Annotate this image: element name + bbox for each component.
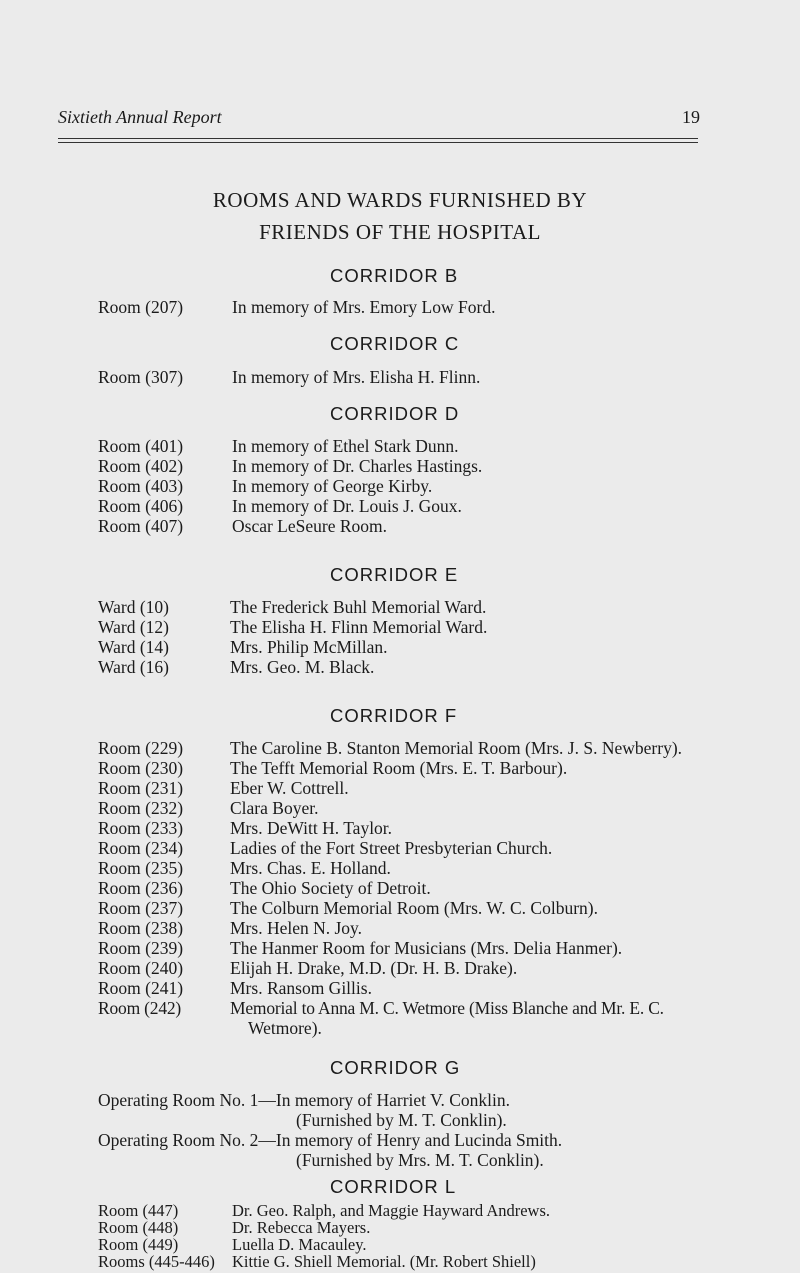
corridor-g-heading: CORRIDOR G	[330, 1057, 461, 1078]
room-description: Luella D. Macauley.	[232, 1235, 367, 1254]
room-label: Room (403)	[98, 476, 184, 496]
corridor-d-heading: CORRIDOR D	[330, 403, 460, 424]
room-description: Wetmore).	[248, 1018, 322, 1038]
room-description: In memory of Mrs. Elisha H. Flinn.	[232, 367, 481, 387]
ward-description: The Elisha H. Flinn Memorial Ward.	[230, 617, 488, 637]
ward-description: The Frederick Buhl Memorial Ward.	[230, 597, 487, 617]
room-description: Kittie G. Shiell Memorial. (Mr. Robert Shiell)	[232, 1252, 536, 1271]
room-label: Room (236)	[98, 878, 184, 898]
room-description: Eber W. Cottrell.	[230, 778, 349, 798]
room-label: Room (229)	[98, 738, 184, 758]
room-label: Room (402)	[98, 456, 184, 476]
room-description: In memory of George Kirby.	[232, 476, 433, 496]
header-rule-bottom	[58, 142, 698, 143]
room-label: Room (448)	[98, 1218, 179, 1237]
room-label: Room (238)	[98, 918, 184, 938]
ward-label: Ward (14)	[98, 637, 169, 657]
room-description: The Colburn Memorial Room (Mrs. W. C. Colburn).	[230, 898, 598, 918]
room-description: Dr. Geo. Ralph, and Maggie Hayward Andrews.	[232, 1201, 551, 1220]
room-label: Room (239)	[98, 938, 184, 958]
ward-label: Ward (10)	[98, 597, 169, 617]
room-description: In memory of Mrs. Emory Low Ford.	[232, 297, 496, 317]
corridor-f-heading: CORRIDOR F	[330, 705, 458, 726]
room-description: Dr. Rebecca Mayers.	[232, 1218, 371, 1237]
room-description: In memory of Ethel Stark Dunn.	[232, 436, 459, 456]
operating-room-note: (Furnished by Mrs. M. T. Conklin).	[296, 1150, 544, 1170]
room-label: Room (231)	[98, 778, 184, 798]
room-description: The Hanmer Room for Musicians (Mrs. Delia Hanmer).	[230, 938, 623, 958]
operating-room-note: (Furnished by M. T. Conklin).	[296, 1110, 507, 1130]
room-label: Rooms (445-446)	[98, 1252, 215, 1271]
room-label: Room (233)	[98, 818, 184, 838]
corridor-c-heading: CORRIDOR C	[330, 333, 460, 354]
room-label: Room (447)	[98, 1201, 179, 1220]
room-description: In memory of Dr. Charles Hastings.	[232, 456, 483, 476]
room-description: Mrs. Helen N. Joy.	[230, 918, 363, 938]
room-description: Memorial to Anna M. C. Wetmore (Miss Blanche and Mr. E. C.	[230, 998, 664, 1018]
room-label: Room (240)	[98, 958, 184, 978]
operating-room-entry: Operating Room No. 1—In memory of Harriet V. Conklin.	[98, 1090, 511, 1110]
room-label: Room (207)	[98, 297, 184, 317]
ward-label: Ward (12)	[98, 617, 169, 637]
room-description: The Tefft Memorial Room (Mrs. E. T. Barbour).	[230, 758, 568, 778]
room-description: Mrs. Ransom Gillis.	[230, 978, 372, 998]
room-label: Room (242)	[98, 998, 182, 1018]
running-header-title: Sixtieth Annual Report	[58, 107, 222, 127]
room-label: Room (235)	[98, 858, 184, 878]
room-description: Ladies of the Fort Street Presbyterian Church.	[230, 838, 553, 858]
operating-room-entry: Operating Room No. 2—In memory of Henry and Lucinda Smith.	[98, 1130, 563, 1150]
ward-description: Mrs. Geo. M. Black.	[230, 657, 375, 677]
corridor-b-heading: CORRIDOR B	[330, 265, 459, 286]
room-label: Room (234)	[98, 838, 184, 858]
room-label: Room (230)	[98, 758, 184, 778]
room-description: Clara Boyer.	[230, 798, 319, 818]
room-label: Room (449)	[98, 1235, 179, 1254]
room-label: Room (406)	[98, 496, 184, 516]
room-label: Room (307)	[98, 367, 184, 387]
ward-label: Ward (16)	[98, 657, 169, 677]
room-description: The Caroline B. Stanton Memorial Room (Mrs. J. S. Newberry).	[230, 738, 683, 758]
room-description: Mrs. DeWitt H. Taylor.	[230, 818, 393, 838]
corridor-l-heading: CORRIDOR L	[330, 1176, 457, 1197]
room-description: Oscar LeSeure Room.	[232, 516, 388, 536]
room-description: In memory of Dr. Louis J. Goux.	[232, 496, 462, 516]
page-number: 19	[682, 107, 700, 127]
room-label: Room (407)	[98, 516, 184, 536]
room-label: Room (232)	[98, 798, 184, 818]
room-label: Room (401)	[98, 436, 184, 456]
header-rule-top	[58, 138, 698, 139]
room-label: Room (241)	[98, 978, 184, 998]
room-description: The Ohio Society of Detroit.	[230, 878, 431, 898]
corridor-e-heading: CORRIDOR E	[330, 564, 459, 585]
room-description: Elijah H. Drake, M.D. (Dr. H. B. Drake).	[230, 958, 518, 978]
room-description: Mrs. Chas. E. Holland.	[230, 858, 391, 878]
room-label: Room (237)	[98, 898, 184, 918]
page-title-line-1: ROOMS AND WARDS FURNISHED BY	[212, 188, 588, 212]
ward-description: Mrs. Philip McMillan.	[230, 637, 388, 657]
page-title-line-2: FRIENDS OF THE HOSPITAL	[259, 220, 541, 244]
